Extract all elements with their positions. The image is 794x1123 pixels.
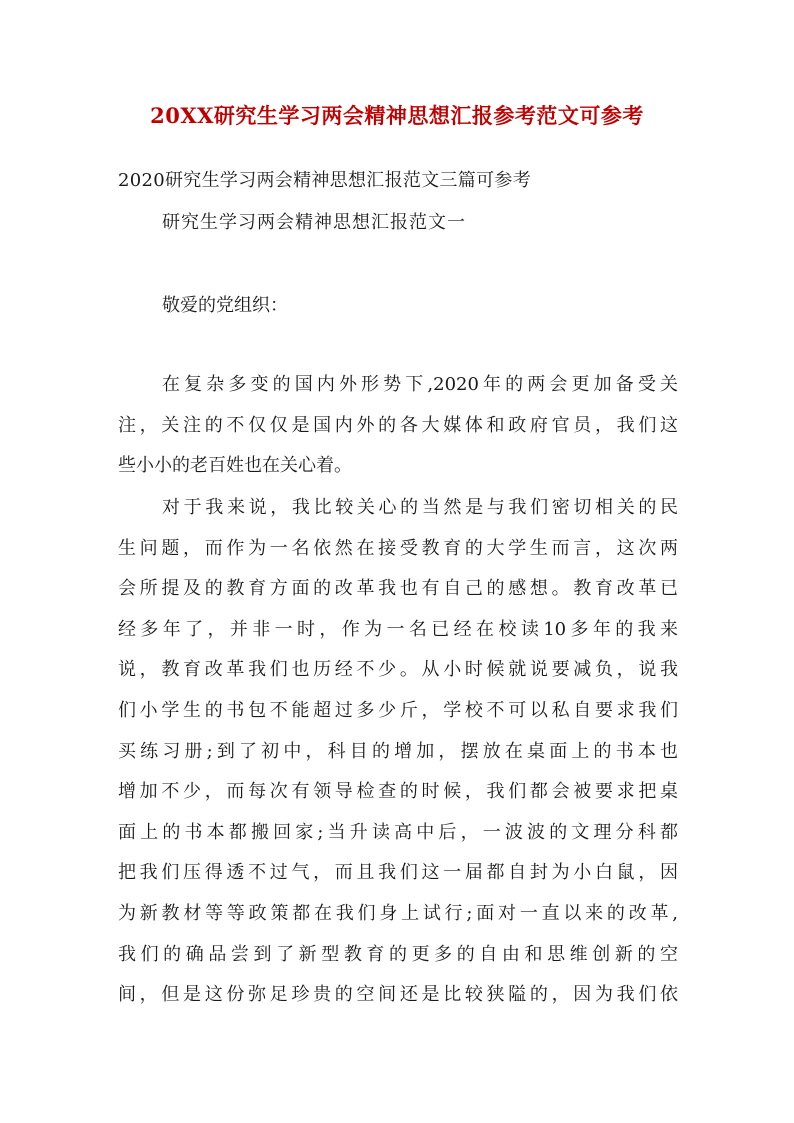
paragraph-line: 在复杂多变的国内外形势下,2020年的两会更加备受关 bbox=[162, 374, 678, 395]
paragraph-line: 买练习册;到了初中，科目的增加，摆放在桌面上的书本也 bbox=[118, 740, 678, 762]
paragraph-1 bbox=[118, 365, 678, 487]
paragraph-line: 说，教育改革我们也历经不少。从小时候就说要减负，说我 bbox=[118, 659, 678, 681]
paragraph-2 bbox=[118, 488, 678, 1016]
paragraph-line: 生问题，而作为一名依然在接受教育的大学生而言，这次两 bbox=[118, 537, 678, 559]
salutation: 敬爱的党组织： bbox=[162, 295, 288, 316]
paragraph-line: 们小学生的书包不能超过多少斤，学校不可以私自要求我们 bbox=[118, 699, 678, 721]
paragraph-line: 增加不少，而每次有领导检查的时候，我们都会被要求把桌 bbox=[118, 781, 678, 803]
paragraph-line: 为新教材等等政策都在我们身上试行;面对一直以来的改革, bbox=[118, 902, 678, 924]
paragraph-line: 些小小的老百姓也在关心着。 bbox=[118, 455, 352, 477]
document-title: 20XX研究生学习两会精神思想汇报参考范文可参考 bbox=[150, 103, 644, 128]
paragraph-line: 把我们压得透不过气，而且我们这一届都自封为小白鼠，因 bbox=[118, 862, 678, 884]
paragraph-line: 会所提及的教育方面的改革我也有自己的感想。教育改革已 bbox=[118, 578, 678, 600]
document-subtitle: 2020研究生学习两会精神思想汇报范文三篇可参考 bbox=[118, 170, 532, 191]
paragraph-line: 间，但是这份弥足珍贵的空间还是比较狭隘的，因为我们依 bbox=[118, 984, 678, 1006]
paragraph-line: 我们的确品尝到了新型教育的更多的自由和思维创新的空 bbox=[118, 943, 678, 965]
paragraph-line: 面上的书本都搬回家;当升读高中后，一波波的文理分科都 bbox=[118, 821, 678, 843]
paragraph-line: 对于我来说，我比较关心的当然是与我们密切相关的民 bbox=[162, 497, 678, 518]
section-heading: 研究生学习两会精神思想汇报范文一 bbox=[162, 212, 466, 233]
paragraph-line: 注，关注的不仅仅是国内外的各大媒体和政府官员，我们这 bbox=[118, 414, 678, 436]
paragraph-line: 经多年了，并非一时，作为一名已经在校读10多年的我来 bbox=[118, 618, 678, 640]
